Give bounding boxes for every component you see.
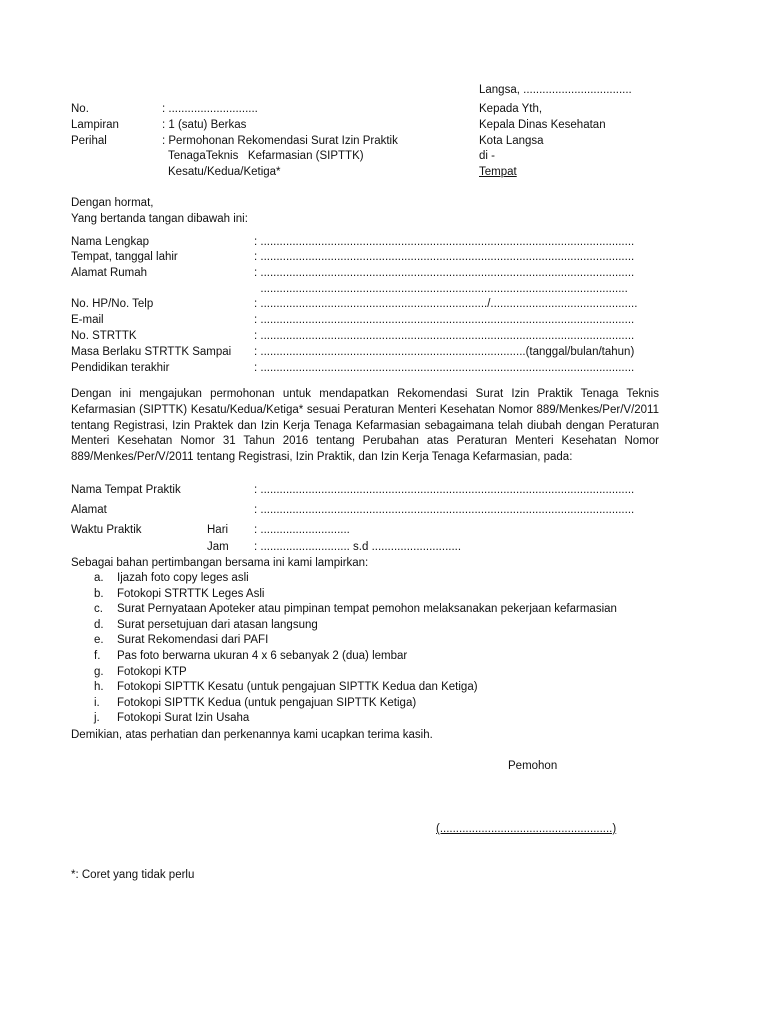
recipient-line-3: Kota Langsa bbox=[479, 135, 544, 147]
field-value: : ..................................................................................................................... bbox=[254, 362, 635, 374]
jam-value: : ............................ s.d ............................ bbox=[254, 541, 462, 553]
field-value: : ..................................................................................................................... bbox=[254, 267, 635, 279]
field-label: No. HP/No. Telp bbox=[71, 298, 154, 310]
jam-label: Jam bbox=[207, 541, 229, 553]
hari-value: : ............................ bbox=[254, 524, 350, 536]
attachments-intro: Sebagai bahan pertimbangan bersama ini kami lampirkan: bbox=[71, 557, 369, 569]
attachment-letter: h. bbox=[94, 681, 104, 693]
recipient-line-4: di - bbox=[479, 150, 495, 162]
field-label: Masa Berlaku STRTTK Sampai bbox=[71, 346, 232, 358]
field-label: Tempat, tanggal lahir bbox=[71, 251, 178, 263]
practice-label: Alamat bbox=[71, 504, 107, 516]
greeting: Dengan hormat, bbox=[71, 197, 154, 209]
attachment-letter: c. bbox=[94, 603, 103, 615]
request-paragraph: Dengan ini mengajukan permohonan untuk mendapatkan Rekomendasi Surat Izin Praktik Tenaga Teknis Kefarmasian (SIPTTK) Kesatu/Kedua/Ketiga* sesuai Peraturan Menteri Kesehatan Nomor 889/Menkes/Per/V/2011 tentang Registrasi, Izin Praktek dan Izin Kerja Tenaga Kefarmasian sebagaimana telah diubah dengan Peraturan Menteri Kesehatan Nomor 31 Tahun 2016 tentang Perubahan atas Peraturan Menteri Kesehatan Nomor 889/Menkes/Per/V/2011 tentang Registrasi, Izin Praktik, dan Izin Kerja Tenaga Kefarmasian, pada: bbox=[71, 388, 659, 464]
field-value: : ..................................................................................................................... bbox=[254, 314, 635, 326]
attachment-item: Fotokopi STRTTK Leges Asli bbox=[117, 588, 265, 600]
attachment-letter: e. bbox=[94, 634, 104, 646]
recipient-line-1: Kepada Yth, bbox=[479, 103, 543, 115]
attachment-item: Pas foto berwarna ukuran 4 x 6 sebanyak 2 (dua) lembar bbox=[117, 650, 408, 662]
attachment-item: Surat persetujuan dari atasan langsung bbox=[117, 619, 318, 631]
perihal-continuation-2: Kesatu/Kedua/Ketiga* bbox=[168, 166, 281, 178]
recipient-line-5: Tempat bbox=[479, 166, 517, 178]
signer-label: Pemohon bbox=[508, 760, 558, 772]
attachment-letter: f. bbox=[94, 650, 101, 662]
field-label: No. STRTTK bbox=[71, 330, 137, 342]
header-no-value: : ............................ bbox=[162, 103, 258, 115]
hari-label: Hari bbox=[207, 524, 229, 536]
header-lampiran-label: Lampiran bbox=[71, 119, 119, 131]
closing-text: Demikian, atas perhatian dan perkenannya kami ucapkan terima kasih. bbox=[71, 729, 433, 741]
attachment-item: Ijazah foto copy leges asli bbox=[117, 572, 249, 584]
footnote: *: Coret yang tidak perlu bbox=[71, 869, 195, 881]
field-value: : ..................................................................................................................... bbox=[254, 330, 635, 342]
attachment-item: Fotokopi SIPTTK Kesatu (untuk pengajuan SIPTTK Kedua dan Ketiga) bbox=[117, 681, 478, 693]
attachment-letter: j. bbox=[94, 712, 100, 724]
attachment-item: Surat Pernyataan Apoteker atau pimpinan tempat pemohon melaksanakan pekerjaan kefarmasian bbox=[117, 603, 617, 615]
attachment-letter: g. bbox=[94, 666, 104, 678]
attachment-item: Fotokopi SIPTTK Kedua (untuk pengajuan SIPTTK Ketiga) bbox=[117, 697, 417, 709]
field-value: ................................................................................................................... bbox=[254, 283, 628, 295]
header-no-label: No. bbox=[71, 103, 89, 115]
field-value: : ..................................................................................................................... bbox=[254, 251, 635, 263]
field-label: E-mail bbox=[71, 314, 104, 326]
field-label: Pendidikan terakhir bbox=[71, 362, 170, 374]
waktu-praktik-label: Waktu Praktik bbox=[71, 524, 142, 536]
recipient-line-2: Kepala Dinas Kesehatan bbox=[479, 119, 606, 131]
attachment-letter: b. bbox=[94, 588, 104, 600]
perihal-continuation-1: TenagaTeknis Kefarmasian (SIPTTK) bbox=[168, 150, 364, 162]
attachment-item: Fotokopi KTP bbox=[117, 666, 187, 678]
field-value: : ......................................................................./.............................................. bbox=[254, 298, 638, 310]
header-lampiran-value: : 1 (satu) Berkas bbox=[162, 119, 247, 131]
place-date: Langsa, .................................. bbox=[479, 84, 632, 96]
field-label: Nama Lengkap bbox=[71, 236, 149, 248]
intro: Yang bertanda tangan dibawah ini: bbox=[71, 213, 248, 225]
attachment-letter: i. bbox=[94, 697, 100, 709]
field-label: Alamat Rumah bbox=[71, 267, 148, 279]
attachment-letter: a. bbox=[94, 572, 104, 584]
field-value: : ..................................................................................................................... bbox=[254, 236, 635, 248]
attachment-letter: d. bbox=[94, 619, 104, 631]
practice-value: : ..................................................................................................................... bbox=[254, 504, 635, 516]
signature-line: (......................................................) bbox=[436, 823, 617, 835]
practice-value: : ..................................................................................................................... bbox=[254, 484, 635, 496]
header-perihal-label: Perihal bbox=[71, 135, 107, 147]
practice-label: Nama Tempat Praktik bbox=[71, 484, 181, 496]
field-value: : ...................................................................................(tanggal/bulan/tahun) bbox=[254, 346, 635, 358]
attachment-item: Fotokopi Surat Izin Usaha bbox=[117, 712, 250, 724]
header-perihal-value: : Permohonan Rekomendasi Surat Izin Praktik bbox=[162, 135, 398, 147]
attachment-item: Surat Rekomendasi dari PAFI bbox=[117, 634, 269, 646]
